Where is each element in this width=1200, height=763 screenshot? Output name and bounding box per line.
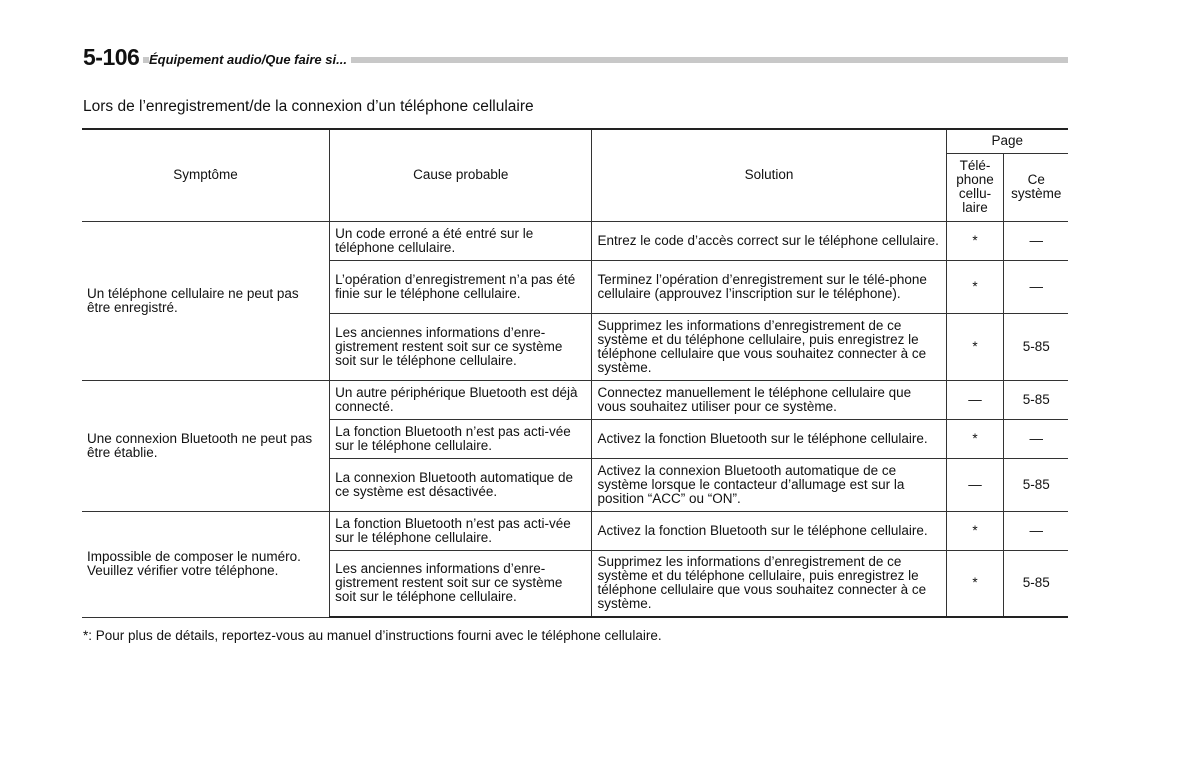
symptom-cell: Un téléphone cellulaire ne peut pas être enregistré.	[82, 221, 330, 380]
page-system-cell: 5-85	[1004, 458, 1068, 511]
page-phone-cell: *	[946, 313, 1004, 380]
page-phone-cell: *	[946, 550, 1004, 617]
header-cause: Cause probable	[330, 129, 592, 221]
page-phone-cell: *	[946, 511, 1004, 550]
symptom-cell: Une connexion Bluetooth ne peut pas être établie.	[82, 380, 330, 511]
section-title: Lors de l’enregistrement/de la connexion d’un téléphone cellulaire	[83, 98, 534, 115]
page-system-cell: —	[1004, 511, 1068, 550]
solution-cell: Activez la fonction Bluetooth sur le téléphone cellulaire.	[592, 511, 946, 550]
header-solution: Solution	[592, 129, 946, 221]
troubleshooting-table	[82, 128, 1068, 618]
cause-cell: La fonction Bluetooth n’est pas acti-vée sur le téléphone cellulaire.	[330, 419, 592, 458]
page-system-cell: —	[1004, 221, 1068, 260]
solution-cell: Connectez manuellement le téléphone cellulaire que vous souhaitez utiliser pour ce système.	[592, 380, 946, 419]
page-system-cell: —	[1004, 260, 1068, 313]
header-page-phone: Télé- phone cellu- laire	[946, 153, 1004, 221]
solution-cell: Supprimez les informations d’enregistrement de ce système et du téléphone cellulaire, puis enregistrez le téléphone cellulaire que vous souhaitez connecter à ce système.	[592, 313, 946, 380]
header-page-system: Ce système	[1004, 153, 1068, 221]
cause-cell: Un autre périphérique Bluetooth est déjà connecté.	[330, 380, 592, 419]
page-phone-cell: —	[946, 458, 1004, 511]
cause-cell: Les anciennes informations d’enre-gistrement restent soit sur ce système soit sur le téléphone cellulaire.	[330, 550, 592, 617]
solution-cell: Supprimez les informations d’enregistrement de ce système et du téléphone cellulaire, puis enregistrez le téléphone cellulaire que vous souhaitez connecter à ce système.	[592, 550, 946, 617]
solution-cell: Entrez le code d’accès correct sur le téléphone cellulaire.	[592, 221, 946, 260]
page-header	[83, 44, 1068, 74]
page-system-cell: 5-85	[1004, 550, 1068, 617]
cause-cell: Les anciennes informations d’enre-gistrement restent soit sur ce système soit sur le téléphone cellulaire.	[330, 313, 592, 380]
symptom-cell: Impossible de composer le numéro. Veuillez vérifier votre téléphone.	[82, 511, 330, 617]
table-row	[82, 511, 1068, 550]
chapter-title: Équipement audio/Que faire si...	[149, 52, 351, 68]
cause-cell: La connexion Bluetooth automatique de ce système est désactivée.	[330, 458, 592, 511]
cause-cell: L’opération d’enregistrement n’a pas été finie sur le téléphone cellulaire.	[330, 260, 592, 313]
header-page: Page	[946, 129, 1068, 153]
page-system-cell: 5-85	[1004, 313, 1068, 380]
cause-cell: Un code erroné a été entré sur le téléphone cellulaire.	[330, 221, 592, 260]
footnote: *: Pour plus de détails, reportez-vous au manuel d’instructions fourni avec le téléphone cellulaire.	[83, 628, 662, 643]
page-phone-cell: *	[946, 221, 1004, 260]
solution-cell: Activez la fonction Bluetooth sur le téléphone cellulaire.	[592, 419, 946, 458]
page-phone-cell: *	[946, 419, 1004, 458]
page-system-cell: —	[1004, 419, 1068, 458]
cause-cell: La fonction Bluetooth n’est pas acti-vée sur le téléphone cellulaire.	[330, 511, 592, 550]
solution-cell: Terminez l’opération d’enregistrement sur le télé-phone cellulaire (approuvez l’inscription sur le téléphone).	[592, 260, 946, 313]
table-row	[82, 380, 1068, 419]
page-number: 5-106	[83, 44, 140, 70]
page-phone-cell: —	[946, 380, 1004, 419]
header-symptom: Symptôme	[82, 129, 330, 221]
page-system-cell: 5-85	[1004, 380, 1068, 419]
table-row	[82, 221, 1068, 260]
solution-cell: Activez la connexion Bluetooth automatique de ce système lorsque le contacteur d’allumage est sur la position “ACC” ou “ON”.	[592, 458, 946, 511]
page-phone-cell: *	[946, 260, 1004, 313]
